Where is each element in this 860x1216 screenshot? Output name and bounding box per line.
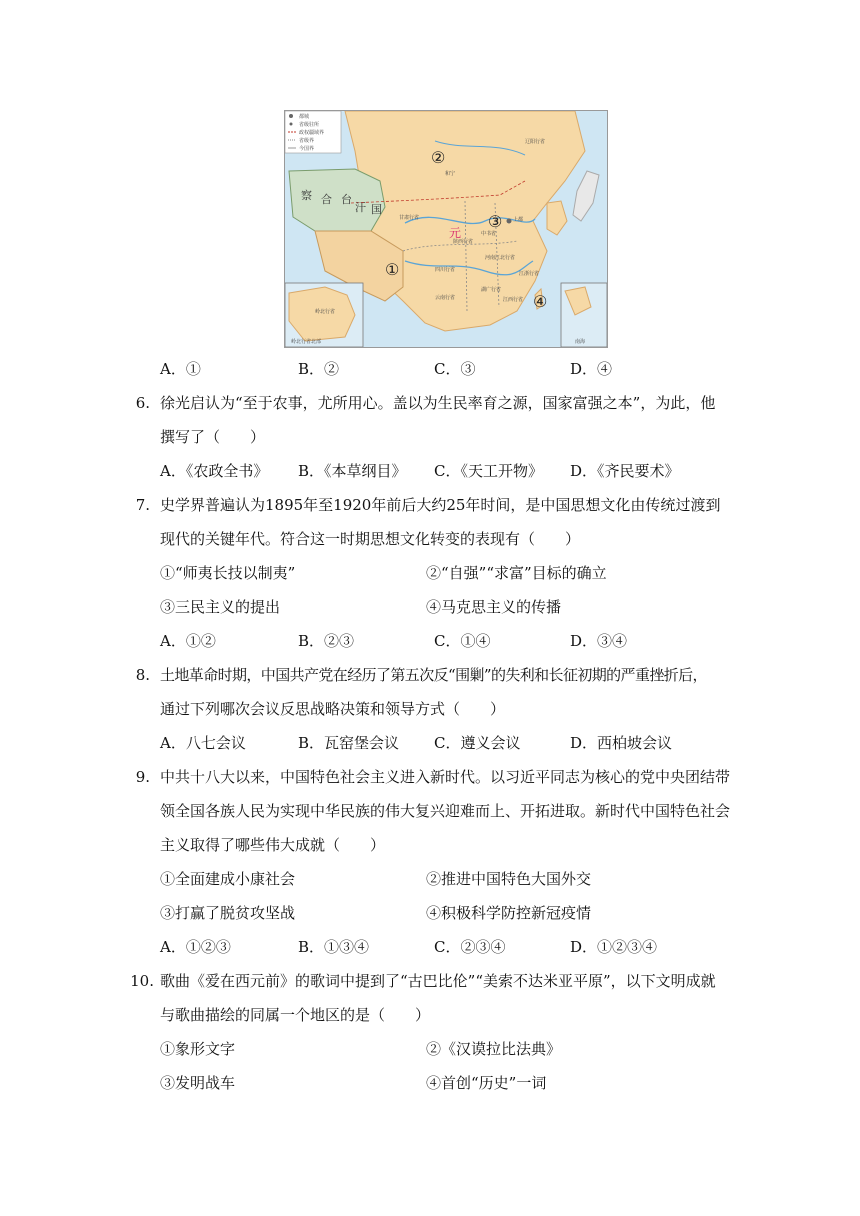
q9-item-4: ④积极科学防控新冠疫情 (426, 904, 592, 922)
yuan-dynasty-map (284, 110, 608, 348)
province-label: 湖广行省 (481, 287, 502, 293)
q7-option-c[interactable]: C．①④ (434, 632, 491, 650)
question-text: 徐光启认为“至于农事，尤所用心。盖以为生民率育之源，国家富强之本”，为此，他 (160, 394, 716, 412)
question-text: 领全国各族人民为实现中华民族的伟大复兴迎难而上、开拓进取。新时代中国特色社会 (160, 802, 731, 820)
question-text: 歌曲《爱在西元前》的歌词中提到了“古巴比伦”“美索不达米亚平原”，以下文明成就 (160, 972, 716, 990)
legend-item: 省级驻所 (299, 122, 320, 128)
q5-option-c[interactable]: C．③ (434, 360, 476, 378)
q5-option-a[interactable]: A．① (160, 360, 201, 378)
chagatai-label: 国 (371, 203, 382, 216)
province-label: 甘肃行省 (399, 215, 420, 221)
province-label: 江浙行省 (519, 271, 540, 277)
question-text: 与歌曲描绘的同属一个地区的是（ ） (160, 1006, 431, 1024)
q6-option-c[interactable]: C．《天工开物》 (434, 462, 543, 480)
marker-1: ① (385, 260, 400, 279)
question-number: 9. (135, 768, 150, 786)
province-label: 中书省 (481, 231, 497, 237)
yuan-label: 元 (449, 226, 462, 240)
question-text: 现代的关键年代。符合这一时期思想文化转变的表现有（ ） (160, 530, 581, 548)
question-text: 史学界普遍认为1895年至1920年前后大约25年时间，是中国思想文化由传统过渡到 (160, 496, 721, 514)
q9-option-a[interactable]: A．①②③ (160, 938, 231, 956)
legend-item: 今国界 (299, 146, 315, 152)
q10-item-3: ③发明战车 (160, 1074, 236, 1092)
province-label: 河南江北行省 (485, 255, 516, 261)
legend-item: 省级界 (299, 138, 315, 144)
province-label: 江西行省 (503, 297, 524, 303)
province-label: 陕西行省 (453, 239, 474, 245)
question-text: 撰写了（ ） (160, 428, 266, 446)
marker-2: ② (431, 148, 446, 167)
question-number: 6. (135, 394, 150, 412)
question-text: 通过下列哪次会议反思战略决策和领导方式（ ） (160, 700, 506, 718)
q8-option-b[interactable]: B．瓦窑堡会议 (298, 734, 400, 752)
q10-item-2: ②《汉谟拉比法典》 (426, 1040, 562, 1058)
q7-item-3: ③三民主义的提出 (160, 598, 281, 616)
question-text: 土地革命时期，中国共产党在经历了第五次反“围剿”的失利和长征初期的严重挫折后， (160, 666, 707, 684)
inset-label: 南海 (575, 339, 586, 345)
province-label: 岭北行省 (315, 309, 336, 315)
city-label: 上都 (513, 217, 524, 223)
q8-option-c[interactable]: C．遵义会议 (434, 734, 521, 752)
q7-option-d[interactable]: D．③④ (570, 632, 628, 650)
q6-option-a[interactable]: A．《农政全书》 (160, 462, 269, 480)
q5-option-d[interactable]: D．④ (570, 360, 613, 378)
q9-item-3: ③打赢了脱贫攻坚战 (160, 904, 296, 922)
question-number: 10. (130, 972, 154, 990)
chagatai-label: 合 (321, 193, 332, 206)
q7-option-a[interactable]: A．①② (160, 632, 216, 650)
province-label: 辽阳行省 (525, 139, 546, 145)
q9-item-1: ①全面建成小康社会 (160, 870, 296, 888)
province-label: 四川行省 (435, 267, 456, 273)
province-label: 云南行省 (435, 295, 456, 301)
q9-option-c[interactable]: C．②③④ (434, 938, 506, 956)
q5-option-b[interactable]: B．② (298, 360, 340, 378)
chagatai-label: 汗 (355, 201, 366, 214)
legend-item: 政权疆域界 (299, 130, 325, 136)
province-label: 和宁 (445, 171, 456, 177)
q6-option-b[interactable]: B．《本草纲目》 (298, 462, 407, 480)
q7-item-2: ②“自强”“求富”目标的确立 (426, 564, 607, 582)
marker-3: ③ (488, 212, 503, 231)
q8-option-a[interactable]: A．八七会议 (160, 734, 246, 752)
legend-item: 都城 (299, 114, 310, 120)
marker-4: ④ (533, 292, 548, 311)
question-number: 7. (135, 496, 150, 514)
chagatai-label: 台 (341, 193, 352, 206)
q7-option-b[interactable]: B．②③ (298, 632, 355, 650)
q9-option-d[interactable]: D．①②③④ (570, 938, 658, 956)
q10-item-1: ①象形文字 (160, 1040, 236, 1058)
q9-option-b[interactable]: B．①③④ (298, 938, 370, 956)
question-text: 中共十八大以来，中国特色社会主义进入新时代。以习近平同志为核心的党中央团结带 (160, 768, 731, 786)
q8-option-d[interactable]: D．西柏坡会议 (570, 734, 673, 752)
question-text: 主义取得了哪些伟大成就（ ） (160, 836, 386, 854)
inset-label: 岭北行省北部 (291, 339, 322, 345)
q6-option-d[interactable]: D．《齐民要术》 (570, 462, 680, 480)
q10-item-4: ④首创“历史”一词 (426, 1074, 547, 1092)
chagatai-label: 察 (301, 189, 312, 202)
q9-item-2: ②推进中国特色大国外交 (426, 870, 592, 888)
question-number: 8. (135, 666, 150, 684)
q7-item-1: ①“师夷长技以制夷” (160, 564, 296, 582)
q7-item-4: ④马克思主义的传播 (426, 598, 562, 616)
